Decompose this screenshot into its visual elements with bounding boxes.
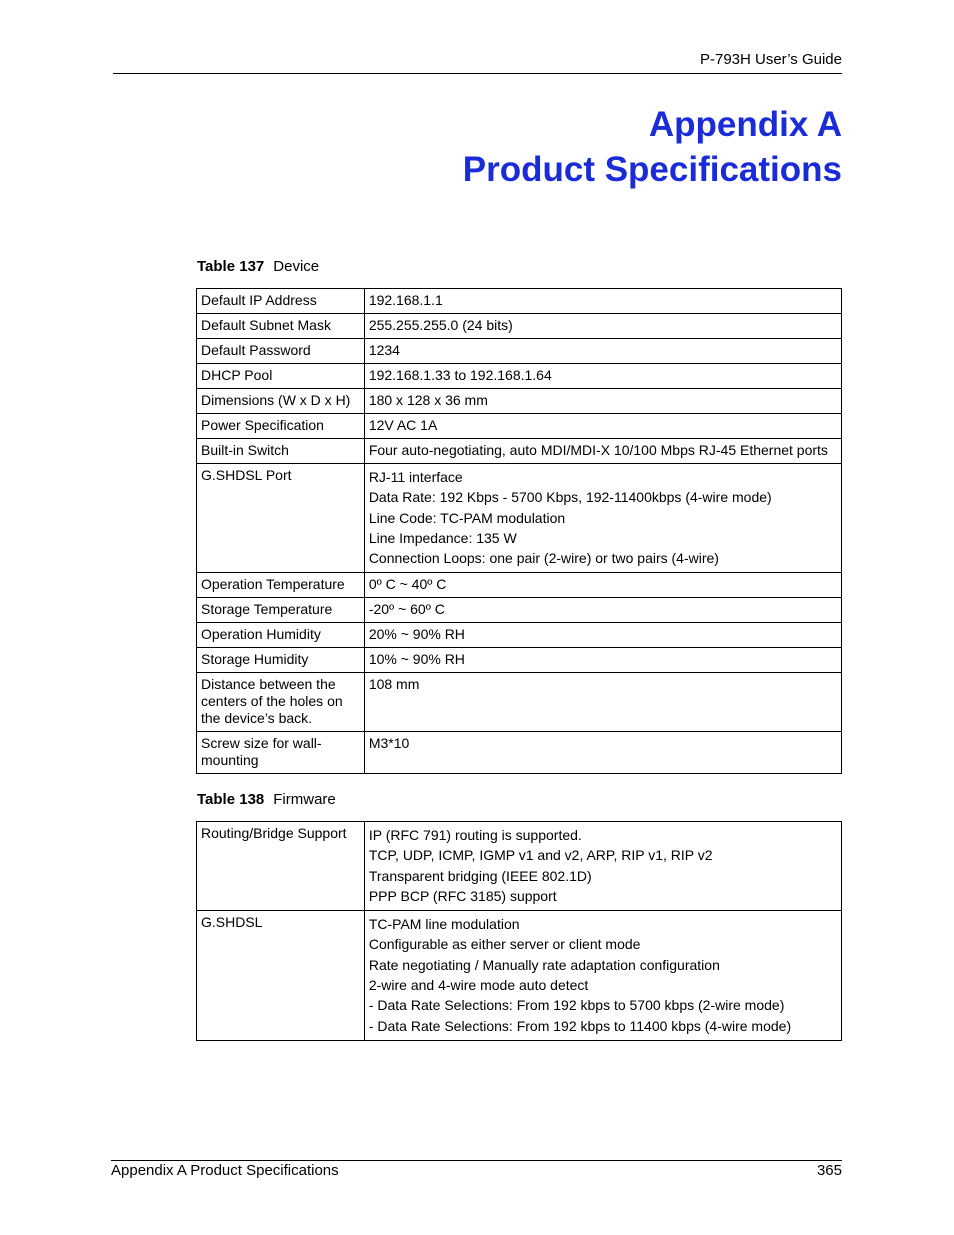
spec-value <box>364 598 841 623</box>
title-line-1: Appendix A <box>648 105 842 144</box>
table-row <box>197 573 842 598</box>
spec-key: Distance between the centers of the holes on the device’s back. <box>197 673 365 732</box>
spec-key: G.SHDSL Port <box>197 464 365 573</box>
spec-value <box>364 389 841 414</box>
device-spec-rows <box>197 289 842 774</box>
spec-value-line: - Data Rate Selections: From 192 kbps to 11400 kbps (4-wire mode) <box>368 1017 792 1034</box>
spec-value-line: Line Impedance: 135 W <box>368 529 517 546</box>
spec-value-line: -20º ~ 60º C <box>368 601 445 618</box>
spec-value-line: Four auto-negotiating, auto MDI/MDI-X 10/100 Mbps RJ-45 Ethernet ports <box>368 442 828 458</box>
spec-value-line: PPP BCP (RFC 3185) support <box>368 887 557 904</box>
page-number: 365 <box>816 1162 842 1179</box>
spec-value <box>364 822 841 911</box>
firmware-spec-table <box>196 821 842 1041</box>
spec-value-line: 12V AC 1A <box>368 417 438 433</box>
spec-value-line: 0º C ~ 40º C <box>368 576 447 593</box>
spec-key: Storage Temperature <box>197 598 365 623</box>
spec-value-line: - Data Rate Selections: From 192 kbps to 5700 kbps (2-wire mode) <box>368 997 785 1014</box>
spec-value-line: RJ-11 interface <box>368 469 463 485</box>
spec-key: Power Specification <box>197 414 365 439</box>
spec-value-line: Rate negotiating / Manually rate adaptation configuration <box>368 956 720 973</box>
title-line-2: Product Specifications <box>462 150 842 189</box>
spec-key: Built-in Switch <box>197 439 365 464</box>
spec-value <box>364 573 841 598</box>
table-row <box>197 414 842 439</box>
table-row <box>197 289 842 314</box>
spec-value-line: 192.168.1.33 to 192.168.1.64 <box>368 367 552 383</box>
spec-value <box>364 911 841 1041</box>
spec-value-line: Data Rate: 192 Kbps - 5700 Kbps, 192-11400kbps (4-wire mode) <box>368 489 772 506</box>
spec-value <box>364 648 841 673</box>
table-137-caption <box>197 258 319 275</box>
table-row <box>197 598 842 623</box>
table-row <box>197 648 842 673</box>
spec-value-line: TC-PAM line modulation <box>368 916 520 933</box>
spec-value <box>364 464 841 573</box>
footer-section: Appendix A Product Specifications <box>111 1162 339 1179</box>
footer-rule <box>111 1160 842 1161</box>
table-row <box>197 732 842 774</box>
table-row <box>197 339 842 364</box>
table-row <box>197 911 842 1041</box>
table-row <box>197 439 842 464</box>
running-header: P-793H User’s Guide <box>699 51 842 68</box>
device-spec-table <box>196 288 842 774</box>
spec-value <box>364 314 841 339</box>
table-row <box>197 822 842 911</box>
spec-value-line: 10% ~ 90% RH <box>368 651 465 668</box>
spec-value <box>364 289 841 314</box>
table-row <box>197 314 842 339</box>
table-138-caption <box>197 791 336 808</box>
table-138-name: Firmware <box>273 791 336 808</box>
spec-key: Default Password <box>197 339 365 364</box>
spec-key: Routing/Bridge Support <box>197 822 365 911</box>
table-138-label: Table 138 <box>197 791 265 808</box>
table-row <box>197 389 842 414</box>
table-137-name: Device <box>273 258 320 275</box>
spec-value-line: M3*10 <box>368 735 410 752</box>
spec-key: Screw size for wall-mounting <box>197 732 365 774</box>
spec-value-line: Line Code: TC-PAM modulation <box>368 509 566 526</box>
header-rule <box>113 73 842 74</box>
page-title <box>463 102 842 192</box>
spec-value-line: TCP, UDP, ICMP, IGMP v1 and v2, ARP, RIP v1, RIP v2 <box>368 847 713 864</box>
spec-value <box>364 439 841 464</box>
spec-key: G.SHDSL <box>197 911 365 1041</box>
spec-key: Dimensions (W x D x H) <box>197 389 365 414</box>
spec-value-line: Connection Loops: one pair (2-wire) or two pairs (4-wire) <box>368 550 719 567</box>
spec-value-line: 192.168.1.1 <box>368 292 443 308</box>
spec-value-line: 2-wire and 4-wire mode auto detect <box>368 977 589 994</box>
spec-value-line: Configurable as either server or client mode <box>368 936 641 953</box>
spec-value-line: 108 mm <box>368 676 420 693</box>
firmware-spec-rows <box>197 822 842 1041</box>
spec-key: Default Subnet Mask <box>197 314 365 339</box>
spec-value-line: 255.255.255.0 (24 bits) <box>368 317 513 333</box>
spec-value <box>364 732 841 774</box>
table-row <box>197 673 842 732</box>
spec-value-line: 180 x 128 x 36 mm <box>368 392 488 408</box>
spec-key: Storage Humidity <box>197 648 365 673</box>
spec-key: Default IP Address <box>197 289 365 314</box>
spec-value <box>364 364 841 389</box>
table-row <box>197 623 842 648</box>
table-137-label: Table 137 <box>197 258 265 275</box>
spec-value <box>364 673 841 732</box>
spec-value-line: 20% ~ 90% RH <box>368 626 465 643</box>
spec-key: Operation Humidity <box>197 623 365 648</box>
spec-value-line: Transparent bridging (IEEE 802.1D) <box>368 867 592 884</box>
table-row <box>197 464 842 573</box>
spec-value <box>364 414 841 439</box>
spec-value <box>364 339 841 364</box>
table-row <box>197 364 842 389</box>
spec-key: Operation Temperature <box>197 573 365 598</box>
spec-key: DHCP Pool <box>197 364 365 389</box>
spec-value-line: IP (RFC 791) routing is supported. <box>368 827 582 843</box>
spec-value <box>364 623 841 648</box>
spec-value-line: 1234 <box>368 342 400 358</box>
